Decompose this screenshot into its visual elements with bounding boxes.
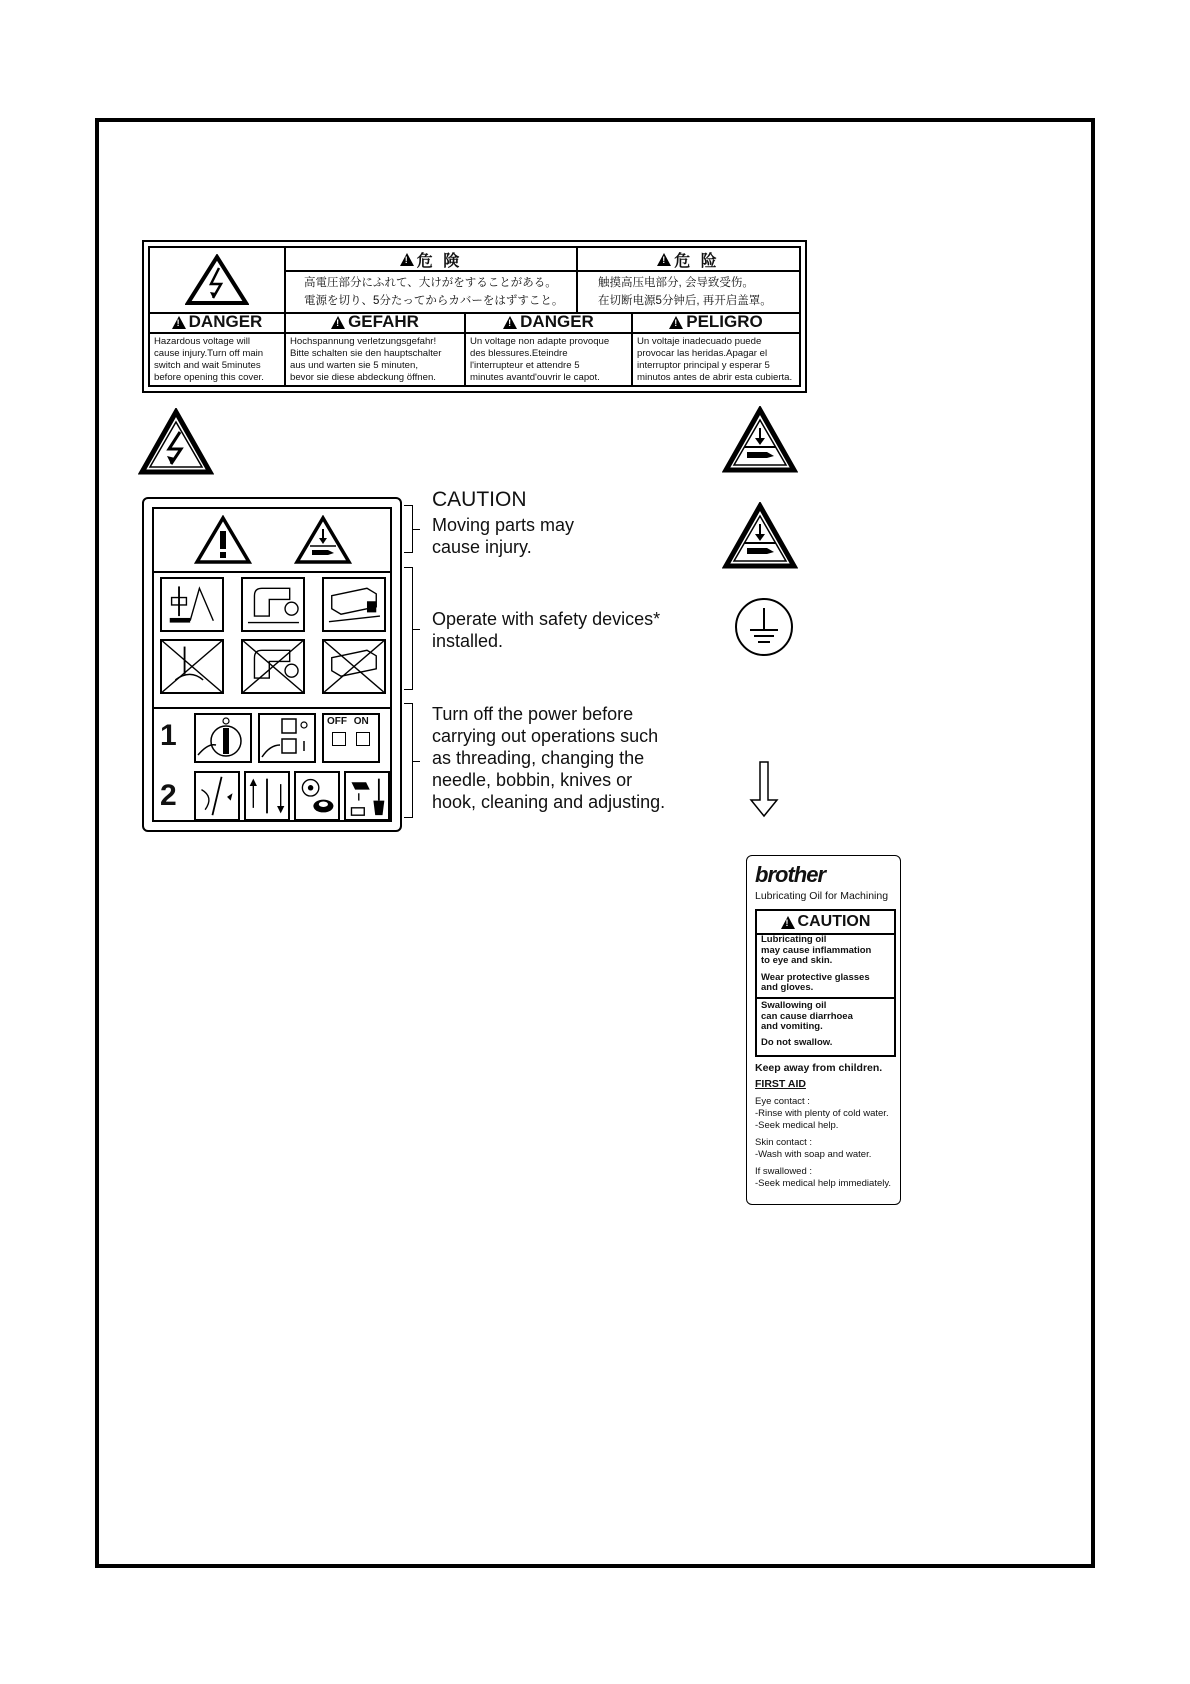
lubricating-oil-label (746, 855, 901, 1205)
power-text-line: carrying out operations such (432, 726, 659, 746)
first-aid-instructions: Eye contact : -Rinse with plenty of cold water. -Seek medical help. Skin contact : -Wash with soap and water. If swallowed : -Seek medical help immediately. (755, 1096, 892, 1189)
safety-devices-brace (404, 567, 413, 690)
bobbin-change-picto-icon (294, 771, 340, 821)
eye-guard-removed-picto-icon (241, 639, 305, 694)
off-on-switch-picto (322, 713, 380, 763)
belt-cover-removed-picto-icon (322, 639, 386, 694)
power-off-brace (404, 703, 413, 818)
cn-text-line: 在切断电源5分钟后, 再开启盖罩。 (598, 295, 772, 307)
power-text-line: needle, bobbin, knives or (432, 770, 633, 790)
eye-guard-picto-icon (241, 577, 305, 632)
step-number-2: 2 (160, 779, 177, 812)
power-text-line: hook, cleaning and adjusting. (432, 792, 666, 812)
finger-guard-picto-icon (160, 577, 224, 632)
down-arrow-icon (748, 760, 780, 820)
power-text-line: Turn off the power before (432, 704, 634, 724)
caution-title: CAUTION (432, 488, 527, 511)
brand-logo: brother (755, 862, 825, 887)
power-text-line: as threading, changing the (432, 748, 645, 768)
cn-text-line: 触摸高压电部分, 会导致受伤。 (598, 277, 754, 289)
protective-ground-icon (733, 596, 795, 658)
warning-icon (194, 515, 252, 565)
hand-crush-warning-icon (722, 406, 798, 474)
oil-caution-header: CAUTION (797, 913, 871, 930)
oil-caution-box: ! CAUTION Lubricating oil may cause inflammation to eye and skin. Wear protective glasses and gloves. Swallowing oil can cause diarrhoea and vomiting. Do not swallow. (755, 909, 896, 1057)
oiling-cleaning-picto-icon (344, 771, 390, 821)
danger-column-en: ! DANGER Hazardous voltage will cause injury.Turn off main switch and wait 5minutes before opening this cover. (150, 312, 286, 385)
warning-icon (669, 316, 683, 329)
warning-icon (400, 253, 414, 266)
warning-icon (657, 253, 671, 266)
finger-guard-removed-picto-icon (160, 639, 224, 694)
switch-on-label: ON (353, 716, 369, 727)
jp-text-line: 電源を切り、5分たってからカバーをはずすこと。 (304, 295, 564, 307)
oil-keep-away: Keep away from children. (755, 1062, 883, 1074)
warning-icon (331, 316, 345, 329)
caution-brace (404, 505, 413, 553)
caution-text-line: Moving parts may (432, 515, 575, 535)
high-voltage-danger-label (142, 240, 807, 393)
moving-parts-caution-decal (142, 497, 402, 832)
cn-danger-header: 危 险 (674, 252, 720, 270)
power-switch-picto-icon (194, 713, 252, 763)
caution-text-line: cause injury. (432, 537, 532, 557)
jp-danger-header: 危 険 (416, 252, 463, 270)
switch-off-label: OFF (327, 716, 347, 727)
hand-crush-warning-icon (294, 515, 352, 565)
hand-crush-warning-icon (722, 502, 798, 570)
safety-text-line: Operate with safety devices* (432, 609, 661, 629)
jp-text-line: 高電圧部分にふれて、大けがをすることがある。 (304, 277, 557, 289)
needle-change-picto-icon (244, 771, 290, 821)
needle-threading-picto-icon (194, 771, 240, 821)
first-aid-heading: FIRST AID (755, 1078, 806, 1090)
warning-icon (503, 316, 517, 329)
power-panel-picto-icon (258, 713, 316, 763)
high-voltage-icon (150, 248, 286, 312)
danger-column-fr: ! DANGER Un voltage non adapte provoque des blessures.Eteindre l'interrupteur et attendre 5 minutes avantd'ouvrir le capot. (466, 312, 633, 385)
step-number-1: 1 (160, 719, 177, 752)
warning-icon (172, 316, 186, 329)
oil-subtitle: Lubricating Oil for Machining (755, 890, 889, 902)
danger-column-es: ! PELIGRO Un voltaje inadecuado puede provocar las heridas.Apagar el interruptor principal y esperar 5 minutos antes de abrir esta cubierta. (633, 312, 799, 385)
belt-cover-picto-icon (322, 577, 386, 632)
high-voltage-symbol-icon (138, 408, 214, 476)
danger-column-de: ! GEFAHR Hochspannung verletzungsgefahr! Bitte schalten sie den hauptschalter aus und warten sie 5 minuten, bevor sie diese abdeckung öffnen. (286, 312, 466, 385)
safety-text-line: installed. (432, 631, 504, 651)
warning-icon (781, 916, 795, 929)
